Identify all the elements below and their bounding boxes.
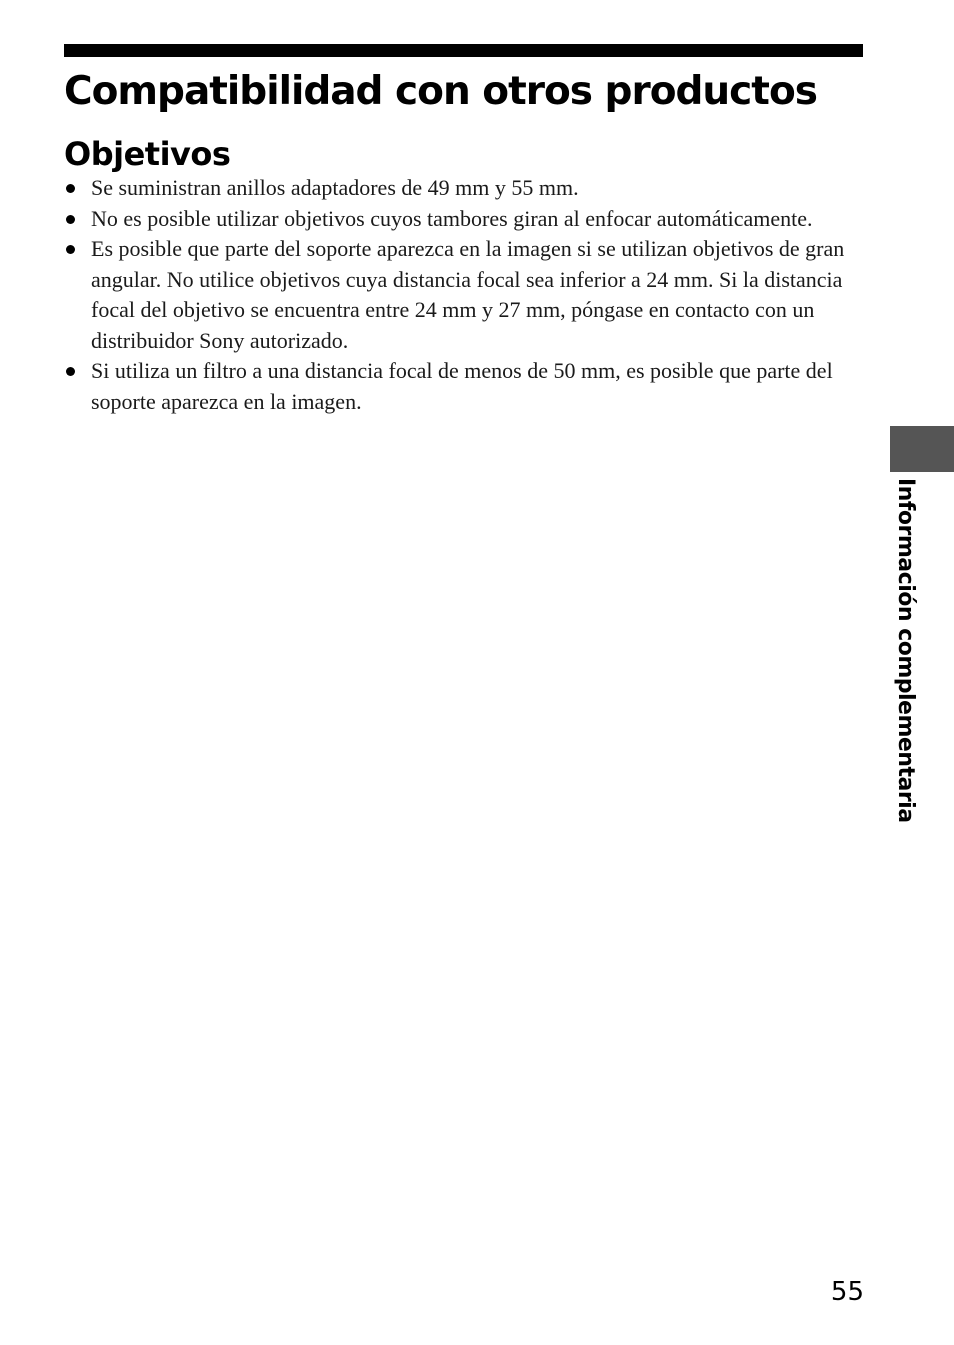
list-item-text: No es posible utilizar objetivos cuyos tambores giran al enfocar automáticamente.: [91, 205, 813, 231]
section-title: Objetivos: [64, 135, 231, 173]
list-item: [62, 356, 862, 417]
side-section-label: Información complementaria: [893, 478, 918, 823]
bullet-icon: [66, 367, 75, 376]
section-tab-marker: [890, 426, 954, 472]
list-item: [62, 173, 862, 204]
list-item-text: Si utiliza un filtro a una distancia focal de menos de 50 mm, es posible que parte del soporte aparezca en la imagen.: [91, 358, 833, 414]
page-title: Compatibilidad con otros productos: [64, 69, 817, 114]
bullet-list: [62, 173, 862, 417]
page-number: 55: [830, 1277, 864, 1307]
list-item-text: Es posible que parte del soporte aparezca en la imagen si se utilizan objetivos de gran angular. No utilice objetivos cuya distancia focal sea inferior a 24 mm. Si la distancia focal del objetivo se encuentra entre 24 mm y 27 mm, póngase en contacto con un distribuidor Sony autorizado.: [91, 236, 845, 353]
bullet-icon: [66, 184, 75, 193]
list-item: [62, 204, 862, 235]
top-rule: [64, 44, 863, 57]
list-item: [62, 234, 862, 356]
bullet-icon: [66, 245, 75, 254]
list-item-text: Se suministran anillos adaptadores de 49 mm y 55 mm.: [91, 175, 579, 200]
bullet-icon: [66, 215, 75, 224]
